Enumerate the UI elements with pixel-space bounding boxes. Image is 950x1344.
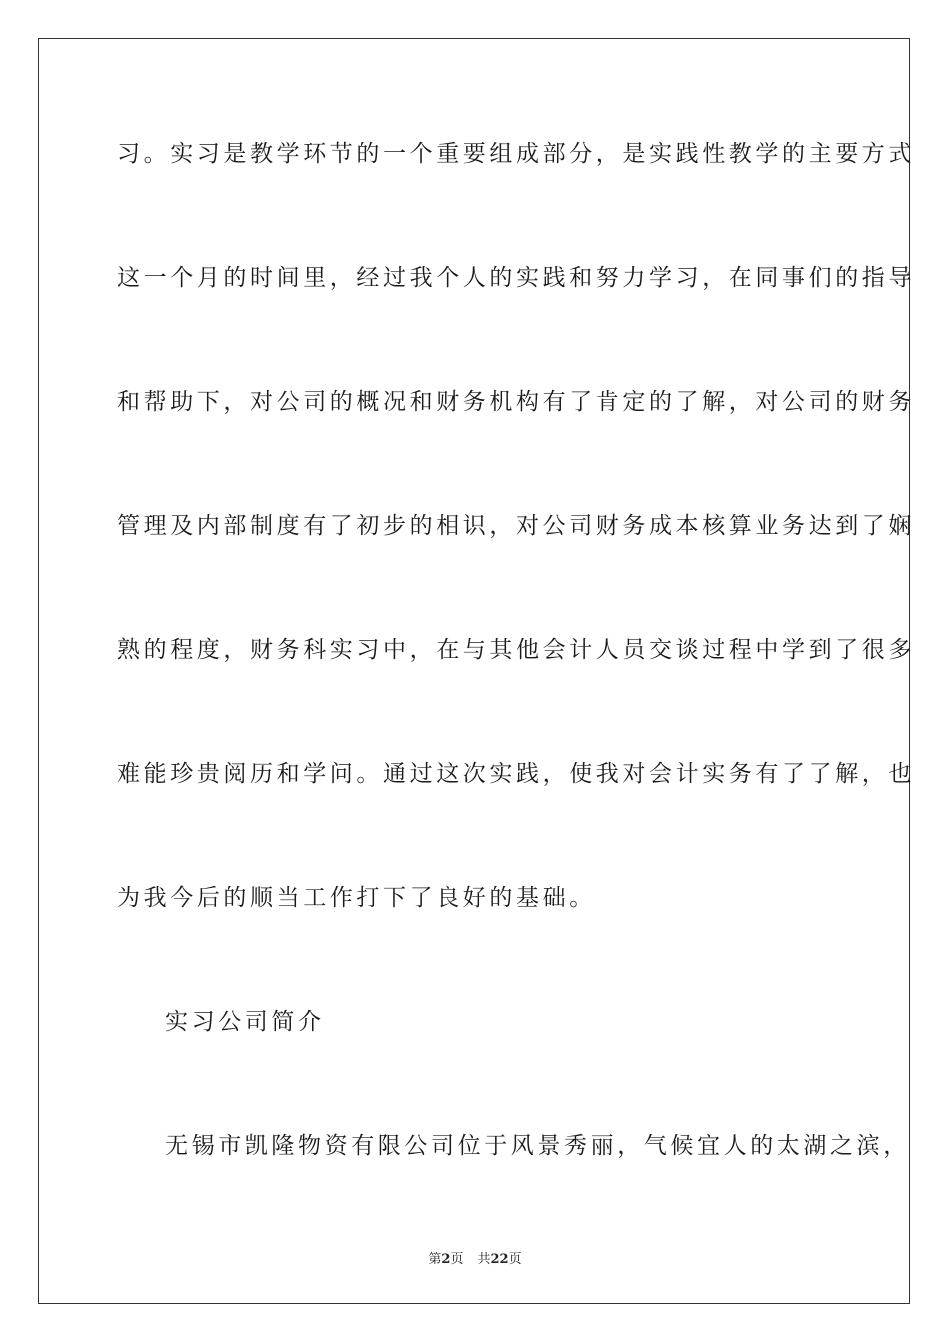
footer-page-number: 2 [441,1252,451,1267]
page-footer [0,1248,950,1267]
body-line-5: 熟的程度，财务科实习中，在与其他会计人员交谈过程中学到了很多 [117,637,915,663]
body-line-3: 和帮助下，对公司的概况和财务机构有了肯定的了解，对公司的财务 [117,389,915,415]
footer-total-suffix: 页 [508,1252,522,1267]
body-line-2: 这一个月的时间里，经过我个人的实践和努力学习，在同事们的指导 [117,265,915,291]
body-line-4: 管理及内部制度有了初步的相识，对公司财务成本核算业务达到了娴 [117,513,915,539]
body-line-6: 难能珍贵阅历和学问。通过这次实践，使我对会计实务有了了解，也 [117,761,915,787]
page-border [38,38,915,1304]
section-heading: 实习公司简介 [165,1009,325,1035]
footer-total-pages: 22 [490,1252,509,1267]
footer-page-prefix: 第 [428,1252,442,1267]
body-line-1: 习。实习是教学环节的一个重要组成部分，是实践性教学的主要方式 [117,141,915,167]
footer-page-suffix: 页 [450,1252,464,1267]
footer-total-prefix: 共 [477,1252,491,1267]
body-line-7: 为我今后的顺当工作打下了良好的基础。 [117,885,596,911]
paragraph-start: 无锡市凯隆物资有限公司位于风景秀丽，气候宜人的太湖之滨， [165,1133,910,1159]
